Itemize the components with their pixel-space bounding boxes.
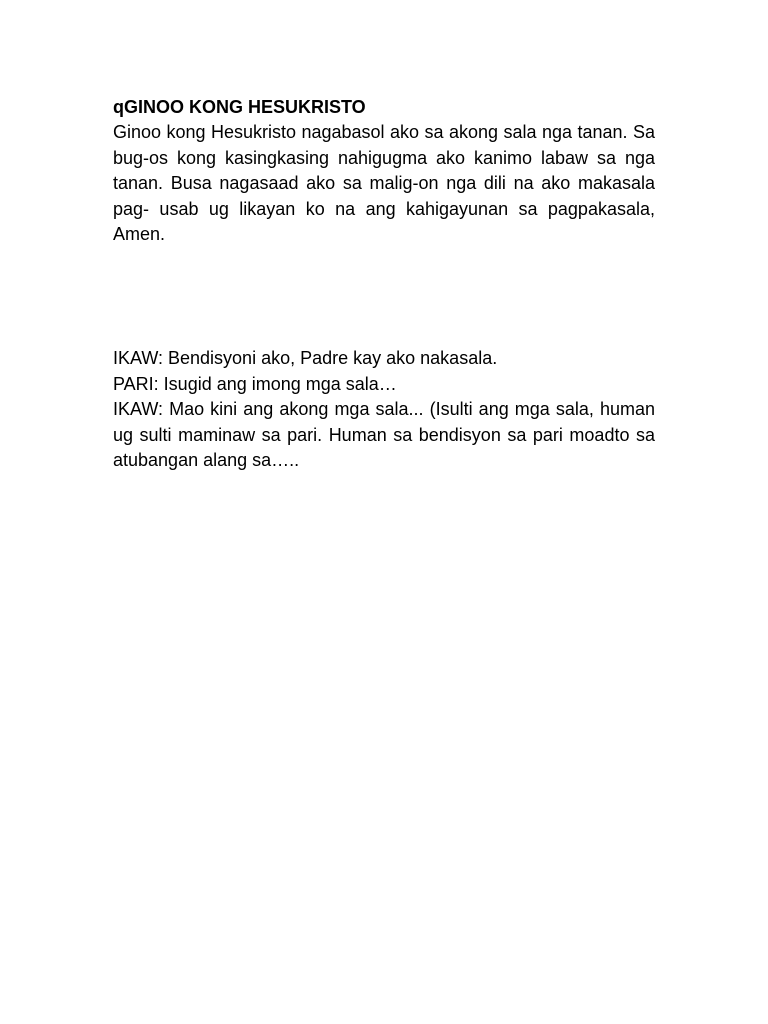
dialogue-line: IKAW: Mao kini ang akong mga sala... (Isulti ang mga sala, human ug sulti maminaw sa pari. Human sa bendisyon sa pari moadto sa atubangan alang sa….. bbox=[113, 399, 655, 470]
prayer-text: Ginoo kong Hesukristo nagabasol ako sa akong sala nga tanan. Sa bug-os kong kasingkasing nahigugma ako kanimo labaw sa nga tanan. Busa nagasaad ako sa malig-on nga dili na ako makasala pag- usab ug likayan ko na ang kahigayunan sa pagpakasala, Amen. bbox=[113, 122, 655, 244]
dialogue-line: PARI: Isugid ang imong mga sala… bbox=[113, 373, 397, 394]
prayer-section bbox=[113, 94, 655, 248]
confession-dialogue bbox=[113, 346, 655, 474]
prayer-title: qGINOO KONG HESUKRISTO bbox=[113, 97, 366, 117]
dialogue-line: IKAW: Bendisyoni ako, Padre kay ako nakasala. bbox=[113, 348, 498, 368]
